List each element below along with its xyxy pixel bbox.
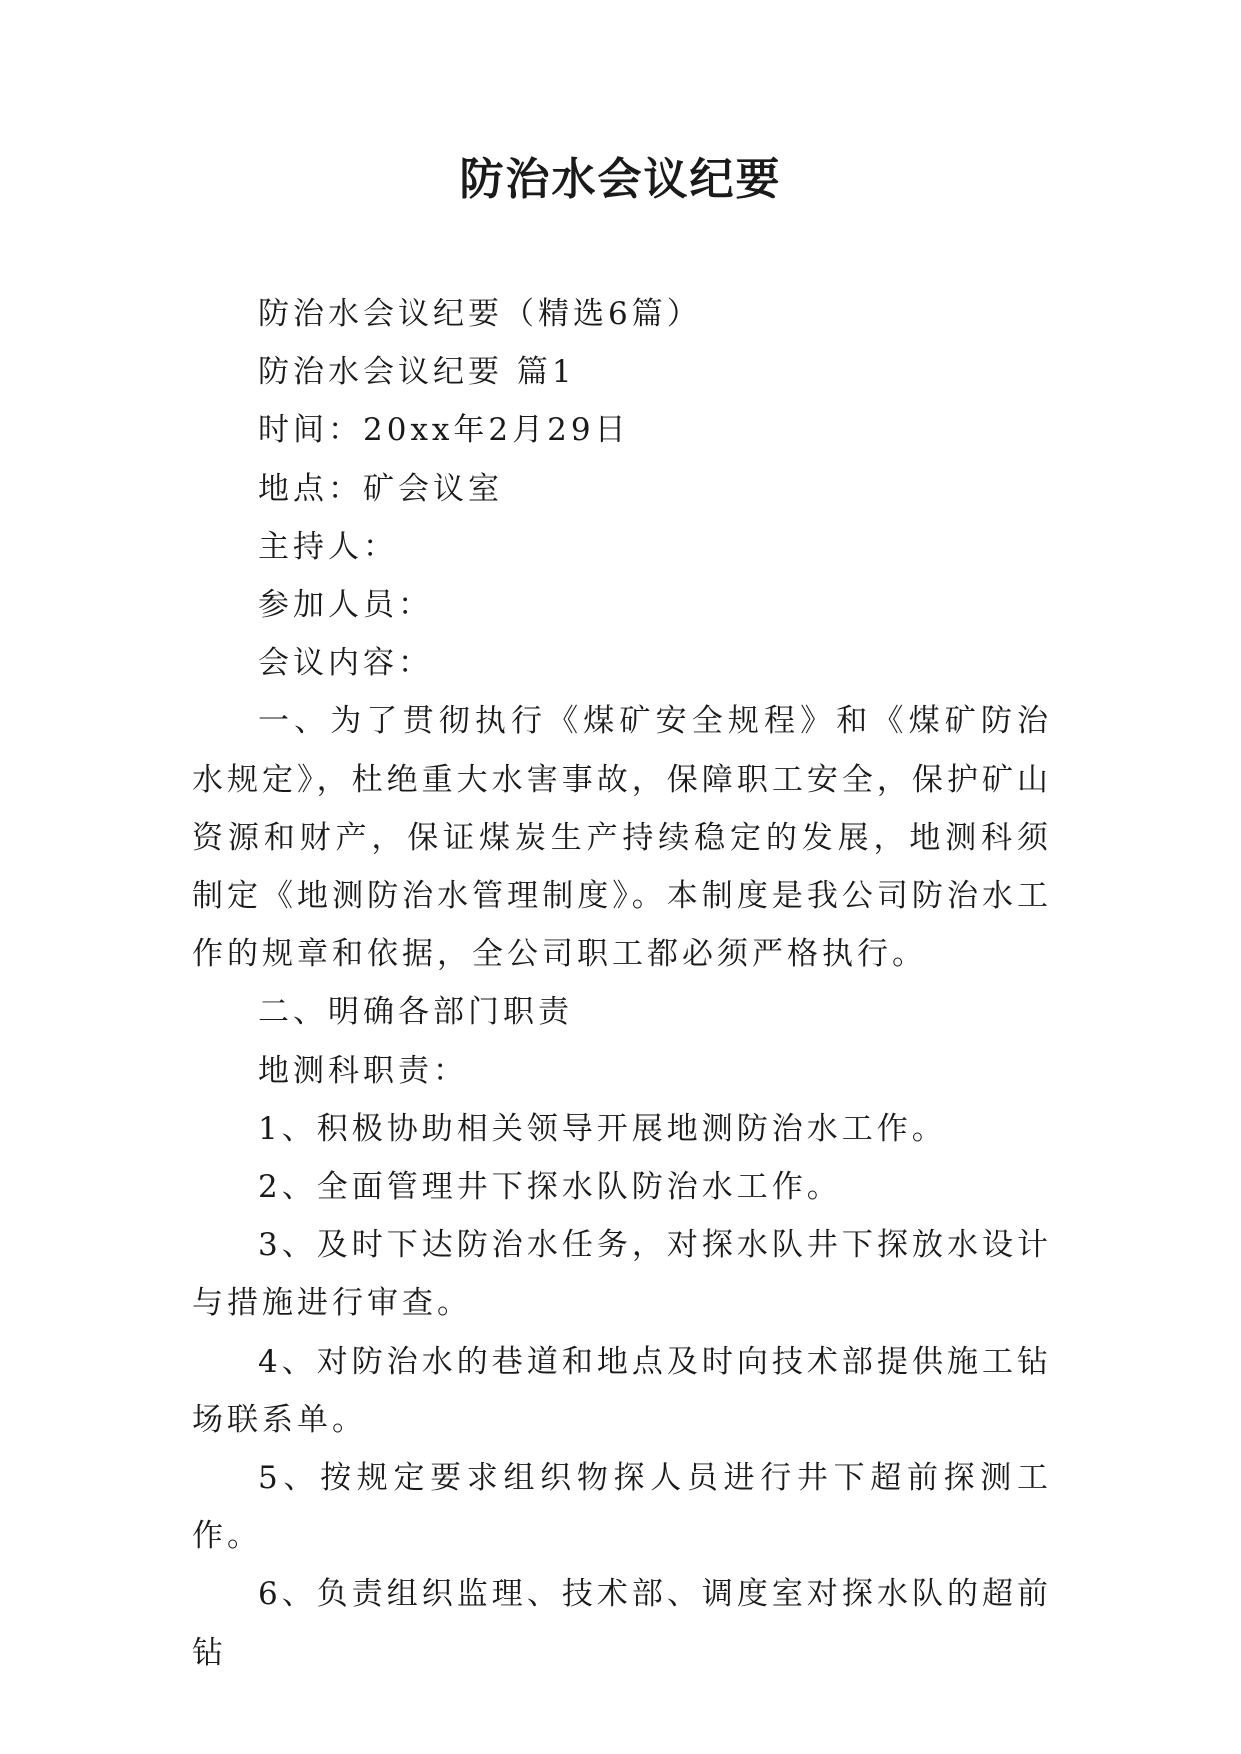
paragraph-duty-6: 6、负责组织监理、技术部、调度室对探水队的超前钻	[192, 1576, 1052, 1671]
paragraph-section-heading: 防治水会议纪要 篇1	[258, 354, 576, 391]
paragraph-duty-3: 3、及时下达防治水任务，对探水队井下探放水设计与措施进行审查。	[192, 1227, 1052, 1322]
paragraph-item-two: 二、明确各部门职责	[258, 994, 573, 1031]
paragraph-host: 主持人：	[258, 528, 398, 565]
document-body	[192, 285, 1052, 1682]
paragraph-attendees: 参加人员：	[258, 587, 433, 624]
paragraph-duty-4: 4、对防治水的巷道和地点及时向技术部提供施工钻场联系单。	[192, 1343, 1052, 1438]
paragraph-item-one: 一、为了贯彻执行《煤矿安全规程》和《煤矿防治水规定》，杜绝重大水害事故，保障职工安全，保护矿山资源和财产，保证煤炭生产持续稳定的发展，地测科须制定《地测防治水管理制度》。本制度是我公司防治水工作的规章和依据，全公司职工都必须严格执行。	[192, 703, 1052, 973]
paragraph-duty-2: 2、全面管理井下探水队防治水工作。	[258, 1169, 842, 1206]
paragraph-time: 时间：20xx年2月29日	[258, 412, 630, 449]
paragraph-subtitle: 防治水会议纪要（精选6篇）	[258, 296, 702, 332]
paragraph-dept-duties: 地测科职责：	[258, 1052, 468, 1089]
paragraph-content-label: 会议内容：	[258, 645, 433, 682]
paragraph-location: 地点：矿会议室	[258, 470, 503, 507]
paragraph-duty-1: 1、积极协助相关领导开展地测防治水工作。	[258, 1110, 947, 1147]
document-title: 防治水会议纪要	[459, 154, 782, 205]
paragraph-duty-5: 5、按规定要求组织物探人员进行井下超前探测工作。	[192, 1460, 1052, 1555]
